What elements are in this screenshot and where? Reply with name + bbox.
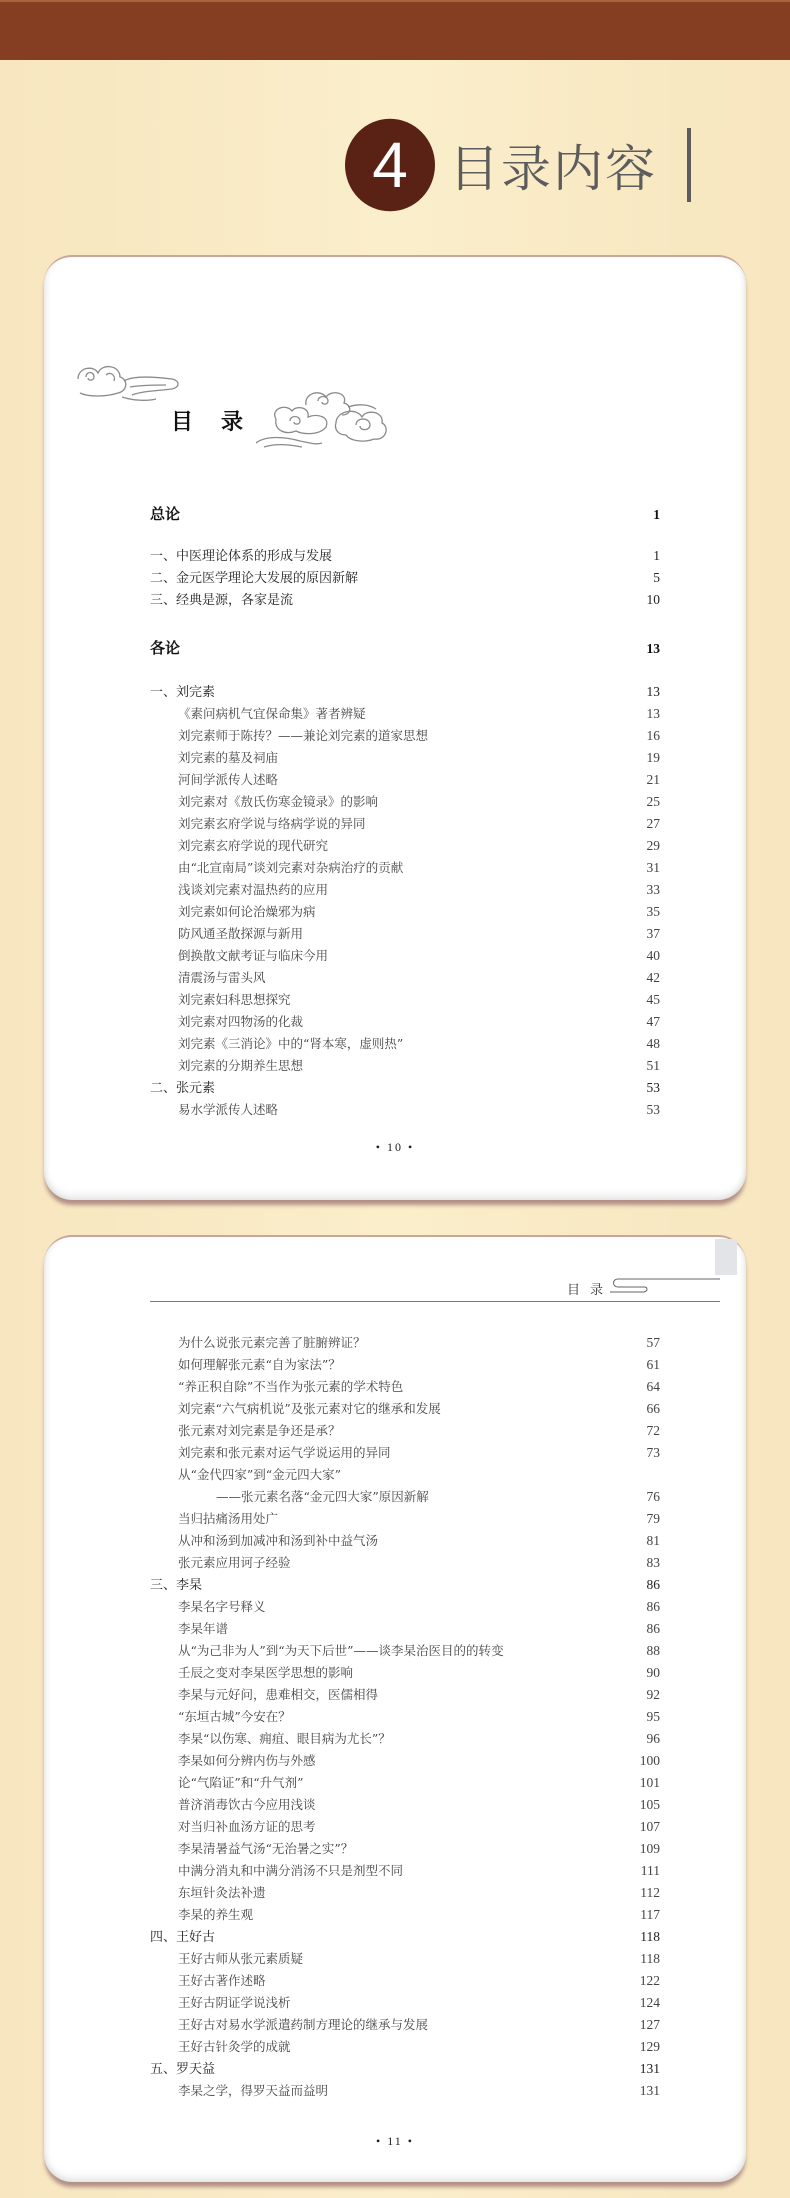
leader-dots bbox=[357, 1838, 637, 1860]
leader-dots bbox=[407, 1033, 644, 1055]
page-ref: 131 bbox=[639, 2061, 660, 2076]
toc-entry[interactable]: 二、金元医学理论大发展的原因新解 5 bbox=[150, 567, 660, 589]
page-ref: 122 bbox=[639, 1973, 660, 1988]
toc-entry[interactable]: 张元素应用诃子经验 83 bbox=[150, 1552, 660, 1574]
toc-entry[interactable]: 李杲之学，得罗天益而益明 131 bbox=[150, 2080, 660, 2102]
leader-dots bbox=[407, 1860, 639, 1882]
page-ref: 88 bbox=[646, 1643, 660, 1658]
toc-entry[interactable]: 刘完素“六气病机说”及张元素对它的继承和发展 66 bbox=[150, 1398, 660, 1420]
toc-entry[interactable]: 刘完素对《敖氏伤寒金镜录》的影响 25 bbox=[150, 791, 660, 813]
toc-entry[interactable]: 刘完素和张元素对运气学说运用的异同 73 bbox=[150, 1442, 660, 1464]
page-ref: 83 bbox=[646, 1555, 660, 1570]
toc-list-page-11 bbox=[150, 1332, 660, 2102]
toc-entry[interactable]: “东垣古城”今安在？ 95 bbox=[150, 1706, 660, 1728]
toc-title: 目录 bbox=[171, 409, 272, 435]
toc-entry[interactable]: 刘完素玄府学说与络病学说的异同 27 bbox=[150, 813, 660, 835]
page-ref: 100 bbox=[639, 1753, 660, 1768]
toc-entry[interactable]: 王好古对易水学派遣药制方理论的继承与发展 127 bbox=[150, 2014, 660, 2036]
toc-entry[interactable]: 论“气陷证”和“升气剂” 101 bbox=[150, 1772, 660, 1794]
leader-dots bbox=[345, 1420, 644, 1442]
toc-entry[interactable]: 李杲名字号释义 86 bbox=[150, 1596, 660, 1618]
toc-entry[interactable]: 一、刘完素 13 bbox=[150, 681, 660, 703]
page-ref: 31 bbox=[646, 860, 660, 875]
leader-dots bbox=[295, 1706, 644, 1728]
page-corner-tab bbox=[715, 1239, 737, 1275]
toc-entry[interactable]: 五、罗天益 131 bbox=[150, 2058, 660, 2080]
toc-entry[interactable]: 从“金代四家”到“金元四大家” bbox=[150, 1464, 660, 1486]
cloud-left-icon bbox=[76, 357, 186, 407]
page-ref: 37 bbox=[646, 926, 660, 941]
toc-entry[interactable]: 由“北宣南局”谈刘完素对杂病治疗的贡献 31 bbox=[150, 857, 660, 879]
page-ref: 72 bbox=[646, 1423, 660, 1438]
toc-entry[interactable]: 对当归补血汤方证的思考 107 bbox=[150, 1816, 660, 1838]
leader-dots bbox=[320, 1794, 638, 1816]
toc-entry[interactable]: 四、王好古 118 bbox=[150, 1926, 660, 1948]
leader-dots bbox=[184, 503, 644, 525]
page-ref: 40 bbox=[646, 948, 660, 963]
page-ref: 81 bbox=[646, 1533, 660, 1548]
toc-entry[interactable]: 东垣针灸法补遗 112 bbox=[150, 1882, 660, 1904]
leader-dots bbox=[336, 545, 644, 567]
toc-entry[interactable]: 二、张元素 53 bbox=[150, 1077, 660, 1099]
page-ref: 105 bbox=[639, 1797, 660, 1812]
top-banner bbox=[0, 0, 790, 60]
leader-dots bbox=[395, 1728, 644, 1750]
leader-dots bbox=[307, 1011, 644, 1033]
toc-list-page-10 bbox=[150, 503, 660, 1121]
leader-dots bbox=[382, 1684, 644, 1706]
leader-dots bbox=[219, 1077, 644, 1099]
page-ref: 131 bbox=[639, 2083, 660, 2098]
leader-dots bbox=[432, 2014, 638, 2036]
leader-dots bbox=[320, 901, 644, 923]
toc-entry[interactable]: 清震汤与雷头风 42 bbox=[150, 967, 660, 989]
toc-entry[interactable]: 防风通圣散探源与新用 37 bbox=[150, 923, 660, 945]
leader-dots bbox=[332, 945, 644, 967]
page-ref: 27 bbox=[646, 816, 660, 831]
leader-dots bbox=[382, 791, 644, 813]
toc-entry[interactable]: 当归拈痛汤用处广 79 bbox=[150, 1508, 660, 1530]
page-ref: 86 bbox=[646, 1577, 660, 1592]
leader-dots bbox=[433, 1486, 644, 1508]
toc-entry[interactable]: 刘完素的墓及祠庙 19 bbox=[150, 747, 660, 769]
leader-dots bbox=[332, 879, 644, 901]
page-ref: 1 bbox=[653, 507, 660, 522]
page-ref: 112 bbox=[640, 1885, 660, 1900]
leader-dots bbox=[508, 1640, 644, 1662]
leader-dots bbox=[332, 835, 644, 857]
toc-entry[interactable]: 各论 13 bbox=[150, 637, 660, 659]
page-ref: 35 bbox=[646, 904, 660, 919]
section-title: 目录内容 bbox=[449, 140, 657, 198]
page-ref: 21 bbox=[646, 772, 660, 787]
toc-entry[interactable]: 李杲与元好问，患难相交，医儒相得 92 bbox=[150, 1684, 660, 1706]
page-ref: 33 bbox=[646, 882, 660, 897]
leader-dots bbox=[395, 1442, 644, 1464]
leader-dots bbox=[295, 1552, 644, 1574]
toc-entry[interactable]: 刘完素玄府学说的现代研究 29 bbox=[150, 835, 660, 857]
page-ref: 109 bbox=[639, 1841, 660, 1856]
page-ref: 86 bbox=[646, 1599, 660, 1614]
page-ref: 118 bbox=[640, 1951, 660, 1966]
leader-dots bbox=[307, 1055, 644, 1077]
page-ref: 118 bbox=[640, 1929, 660, 1944]
leader-dots bbox=[370, 1332, 644, 1354]
toc-entry[interactable]: 刘完素《三消论》中的“肾本寒，虚则热” 48 bbox=[150, 1033, 660, 1055]
page-ref: 53 bbox=[646, 1080, 660, 1095]
toc-entry[interactable]: 壬辰之变对李杲医学思想的影响 90 bbox=[150, 1662, 660, 1684]
page-ref: 16 bbox=[646, 728, 660, 743]
toc-entry[interactable]: 总论 1 bbox=[150, 503, 660, 525]
leader-dots bbox=[308, 1772, 638, 1794]
page-ref: 96 bbox=[646, 1731, 660, 1746]
page-ref: 117 bbox=[640, 1907, 660, 1922]
leader-dots bbox=[362, 567, 644, 589]
leader-dots bbox=[206, 1574, 644, 1596]
toc-entry[interactable]: 李杲清暑益气汤“无治暑之实”？ 109 bbox=[150, 1838, 660, 1860]
leader-dots bbox=[295, 1992, 638, 2014]
toc-entry[interactable]: 中满分消丸和中满分消汤不只是剂型不同 111 bbox=[150, 1860, 660, 1882]
page-ref: 92 bbox=[646, 1687, 660, 1702]
page-ref: 76 bbox=[646, 1489, 660, 1504]
page-ref: 13 bbox=[646, 706, 660, 721]
toc-entry[interactable]: 河间学派传人述略 21 bbox=[150, 769, 660, 791]
page-ref: 95 bbox=[646, 1709, 660, 1724]
page-ref: 29 bbox=[646, 838, 660, 853]
page-ref: 64 bbox=[646, 1379, 660, 1394]
leader-dots bbox=[407, 857, 644, 879]
page-ref: 107 bbox=[639, 1819, 660, 1834]
toc-entry[interactable]: 如何理解张元素“自为家法”？ 61 bbox=[150, 1354, 660, 1376]
toc-entry[interactable]: 三、李杲 86 bbox=[150, 1574, 660, 1596]
leader-dots bbox=[345, 1354, 644, 1376]
toc-entry[interactable]: 《素问病机气宜保命集》著者辨疑 13 bbox=[150, 703, 660, 725]
toc-entry[interactable]: 李杲“以伤寒、痈疽、眼目病为尤长”？ 96 bbox=[150, 1728, 660, 1750]
leader-dots bbox=[270, 1596, 644, 1618]
toc-entry[interactable]: “养正积自除”不当作为张元素的学术特色 64 bbox=[150, 1376, 660, 1398]
toc-entry[interactable]: 易水学派传人述略 53 bbox=[150, 1099, 660, 1121]
toc-entry[interactable]: 刘完素如何论治燥邪为病 35 bbox=[150, 901, 660, 923]
page-ref: 42 bbox=[646, 970, 660, 985]
page-ref: 129 bbox=[639, 2039, 660, 2054]
toc-entry[interactable]: 王好古师从张元素质疑 118 bbox=[150, 1948, 660, 1970]
header-rule bbox=[150, 1301, 720, 1302]
leader-dots bbox=[382, 1530, 644, 1552]
leader-dots bbox=[307, 1948, 638, 1970]
page-ref: 13 bbox=[646, 641, 660, 656]
book-page-11 bbox=[44, 1235, 746, 2182]
page-ref: 57 bbox=[646, 1335, 660, 1350]
toc-entry[interactable]: 为什么说张元素完善了脏腑辨证？ 57 bbox=[150, 1332, 660, 1354]
page-ref: 45 bbox=[646, 992, 660, 1007]
toc-entry[interactable]: 刘完素妇科思想探究 45 bbox=[150, 989, 660, 1011]
running-header: 目录 bbox=[567, 1283, 614, 1298]
toc-entry[interactable]: 一、中医理论体系的形成与发展 1 bbox=[150, 545, 660, 567]
page-ref: 86 bbox=[646, 1621, 660, 1636]
toc-entry[interactable]: 三、经典是源，各家是流 10 bbox=[150, 589, 660, 611]
leader-dots bbox=[282, 1099, 644, 1121]
toc-entry[interactable]: 浅谈刘完素对温热药的应用 33 bbox=[150, 879, 660, 901]
page-ref: 66 bbox=[646, 1401, 660, 1416]
leader-dots bbox=[282, 769, 644, 791]
page-number: • 11 • bbox=[376, 2134, 414, 2148]
toc-entry[interactable]: 李杲的养生观 117 bbox=[150, 1904, 660, 1926]
leader-dots bbox=[219, 681, 644, 703]
page-ref: 51 bbox=[646, 1058, 660, 1073]
leader-dots bbox=[184, 637, 644, 659]
toc-entry[interactable]: 从“为己非为人”到“为天下后世”——谈李杲治医目的的转变 88 bbox=[150, 1640, 660, 1662]
page-ref: 101 bbox=[639, 1775, 660, 1790]
section-number: 4 bbox=[372, 129, 408, 201]
page-ref: 79 bbox=[646, 1511, 660, 1526]
leader-dots bbox=[445, 1398, 644, 1420]
page-ref: 53 bbox=[646, 1102, 660, 1117]
toc-entry[interactable]: 王好古针灸学的成就 129 bbox=[150, 2036, 660, 2058]
leader-dots bbox=[320, 1750, 638, 1772]
leader-dots bbox=[270, 1882, 639, 1904]
toc-entry[interactable]: 倒换散文献考证与临床今用 40 bbox=[150, 945, 660, 967]
leader-dots bbox=[282, 1508, 644, 1530]
page-ref: 25 bbox=[646, 794, 660, 809]
page-ref: 5 bbox=[653, 570, 660, 585]
page-ref: 48 bbox=[646, 1036, 660, 1051]
section-number-badge bbox=[345, 119, 435, 211]
leader-dots bbox=[307, 923, 644, 945]
leader-dots bbox=[270, 967, 644, 989]
page-ref: 90 bbox=[646, 1665, 660, 1680]
leader-dots bbox=[332, 2080, 638, 2102]
leader-dots bbox=[295, 2036, 638, 2058]
toc-entry[interactable]: 从冲和汤到加减冲和汤到补中益气汤 81 bbox=[150, 1530, 660, 1552]
page-ref: 127 bbox=[639, 2017, 660, 2032]
toc-entry[interactable]: 普济消毒饮古今应用浅谈 105 bbox=[150, 1794, 660, 1816]
leader-dots bbox=[432, 725, 644, 747]
page-ref: 13 bbox=[646, 684, 660, 699]
leader-dots bbox=[357, 1662, 644, 1684]
toc-entry[interactable]: 王好古著作述略 122 bbox=[150, 1970, 660, 1992]
page-number: • 10 • bbox=[375, 1140, 415, 1154]
leader-dots bbox=[370, 703, 644, 725]
page-ref: 47 bbox=[646, 1014, 660, 1029]
page-ref: 10 bbox=[646, 592, 660, 607]
title-divider bbox=[687, 128, 691, 202]
page-ref: 124 bbox=[639, 1995, 660, 2010]
toc-entry[interactable]: 王好古阴证学说浅析 124 bbox=[150, 1992, 660, 2014]
page-ref: 61 bbox=[646, 1357, 660, 1372]
leader-dots bbox=[232, 1618, 644, 1640]
leader-dots bbox=[270, 1970, 638, 1992]
page-ref: 73 bbox=[646, 1445, 660, 1460]
cloud-right-icon bbox=[256, 385, 416, 455]
leader-dots bbox=[282, 747, 644, 769]
toc-entry[interactable]: 刘完素对四物汤的化裁 47 bbox=[150, 1011, 660, 1033]
page-ref: 19 bbox=[646, 750, 660, 765]
leader-dots bbox=[295, 989, 644, 1011]
leader-dots bbox=[370, 813, 644, 835]
leader-dots bbox=[219, 2058, 638, 2080]
page-ref: 1 bbox=[653, 548, 660, 563]
leader-dots bbox=[257, 1904, 638, 1926]
leader-dots bbox=[297, 589, 644, 611]
toc-entry[interactable]: 李杲如何分辨内伤与外感 100 bbox=[150, 1750, 660, 1772]
section-heading bbox=[345, 110, 691, 220]
toc-entry[interactable]: 张元素对刘完素是争还是承？ 72 bbox=[150, 1420, 660, 1442]
toc-entry[interactable]: 李杲年谱 86 bbox=[150, 1618, 660, 1640]
leader-dots bbox=[320, 1816, 638, 1838]
leader-dots bbox=[407, 1376, 644, 1398]
page-ref: 111 bbox=[640, 1863, 660, 1878]
leader-dots bbox=[219, 1926, 638, 1948]
toc-entry[interactable]: ——张元素名落“金元四大家”原因新解 76 bbox=[150, 1486, 660, 1508]
toc-entry[interactable]: 刘完素师于陈抟？——兼论刘完素的道家思想 16 bbox=[150, 725, 660, 747]
toc-entry[interactable]: 刘完素的分期养生思想 51 bbox=[150, 1055, 660, 1077]
book-page-10 bbox=[44, 255, 746, 1200]
